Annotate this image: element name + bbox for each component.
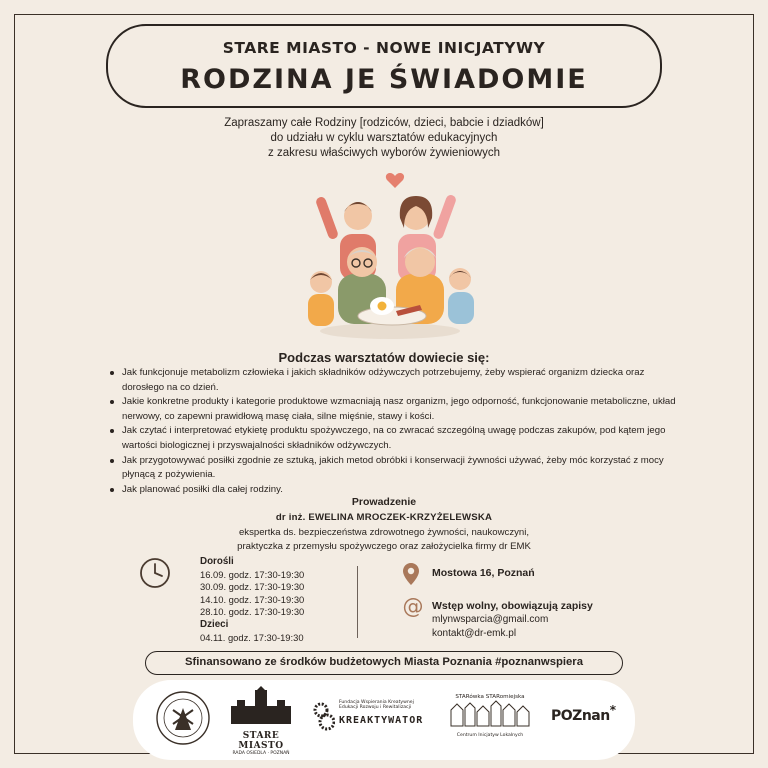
header-box xyxy=(106,24,662,108)
entry-info: Wstęp wolny, obowiązują zapisy xyxy=(432,600,593,612)
mill-badge-logo xyxy=(155,690,211,746)
header-subtitle: STARE MIASTO - NOWE INICJATYWY xyxy=(222,39,546,57)
schedule-date: 30.09. godz. 17:30-19:30 xyxy=(200,581,305,593)
list-item: Jak przygotowywać posiłki zgodnie ze sztuką, jakich metod obróbki i konserwacji żywności używać, żeby móc korzystać z mocy płynącą z pożywienia. xyxy=(108,454,688,483)
schedule-adults-label: Dorośli xyxy=(200,556,234,567)
svg-text:@: @ xyxy=(402,596,424,618)
schedule-date: 04.11. godz. 17:30-19:30 xyxy=(200,631,304,643)
address: Mostowa 16, Poznań xyxy=(432,567,535,579)
lead-heading: Prowadzenie xyxy=(351,496,417,508)
fundacja-text: Fundacja Wspierania Kreatywnej Edukacji Rozwoju i Rewitalizacji xyxy=(339,700,414,711)
schedule-date: 16.09. godz. 17:30-19:30 xyxy=(200,568,305,580)
divider xyxy=(357,566,358,638)
intro-line: Zapraszamy całe Rodziny [rodziców, dzieci, babcie i dziadków] xyxy=(224,117,544,129)
town-hall-icon xyxy=(225,686,297,726)
funding-banner: Sfinansowano ze środków budżetowych Miasta Poznania #poznanwspiera xyxy=(145,651,623,675)
intro-line: do udziału w cyklu warsztatów edukacyjnych xyxy=(270,132,498,144)
list-item: Jakie konkretne produkty i kategorie produktowe wzmacniają nasz organizm, jego odporność, funkcjonowanie metaboliczne, układ nerwowy, co zapewni prawidłową masę ciała, silne mięśnie, stawy i kości. xyxy=(108,395,688,424)
workshop-list xyxy=(108,366,688,497)
lead-description xyxy=(184,526,584,554)
lead-desc-line: ekspertka ds. bezpieczeństwa zdrowotnego żywności, naukowczyni, xyxy=(238,527,530,538)
lead-desc-line: praktyczka z przemysłu spożywczego oraz założycielka firmy dr EMK xyxy=(237,541,531,552)
intro-text xyxy=(184,116,584,161)
gears-icon xyxy=(313,702,335,732)
page-title: RODZINA JE ŚWIADOMIE xyxy=(180,64,588,95)
location-pin-icon xyxy=(402,562,420,586)
kreaktywator-logo xyxy=(313,700,433,744)
workshop-heading: Podczas warsztatów dowiecie się: xyxy=(278,350,490,365)
poznan-logo xyxy=(551,703,616,724)
list-item: Jak planować posiłki dla całej rodziny. xyxy=(108,483,688,498)
at-sign-icon xyxy=(402,596,424,618)
asterisk-icon: * xyxy=(609,703,616,717)
family-illustration xyxy=(300,166,480,342)
starowka-logo xyxy=(447,694,533,744)
list-item: Jak funkcjonuje metabolizm człowieka i jakich składników odżywczych potrzebujemy, żeby wspierać organizm dziecka oraz dorosłego na co dzień. xyxy=(108,366,688,395)
stare-miasto-logo-text: STARE MIASTO xyxy=(238,731,284,751)
kreaktywator-text: KREAKTYWATOR xyxy=(339,715,424,726)
schedule xyxy=(200,556,304,644)
email-link[interactable]: mlynwsparcia@gmail.com xyxy=(432,614,549,625)
schedule-date: 28.10. godz. 17:30-19:30 xyxy=(200,606,305,618)
schedule-kids-label: Dzieci xyxy=(200,618,229,630)
stare-miasto-logo-sub: RADA OSIEDLA · POZNAŃ xyxy=(232,751,290,756)
logos-bar xyxy=(133,680,635,760)
old-town-icon xyxy=(447,700,533,728)
stare-miasto-logo xyxy=(225,686,297,756)
poznan-logo-text: POZnan xyxy=(551,708,610,724)
list-item: Jak czytać i interpretować etykietę produktu spożywczego, na co zwracać szczególną uwagę podczas zakupów, pod kątem jego wartości biologicznej i przyswajalności składników odżywczych. xyxy=(108,424,688,453)
email-link[interactable]: kontakt@dr-emk.pl xyxy=(432,628,517,639)
starowka-sub: Centrum Inicjatyw Lokalnych xyxy=(456,733,524,738)
intro-line: z zakresu właściwych wyborów żywieniowych xyxy=(268,147,500,159)
schedule-date: 14.10. godz. 17:30-19:30 xyxy=(200,593,305,605)
lead-name: dr inż. EWELINA MROCZEK-KRZYŻELEWSKA xyxy=(275,512,493,523)
clock-icon xyxy=(138,556,172,590)
starowka-text: STARówka STARomiejska xyxy=(455,694,525,700)
contact-info xyxy=(432,599,593,641)
